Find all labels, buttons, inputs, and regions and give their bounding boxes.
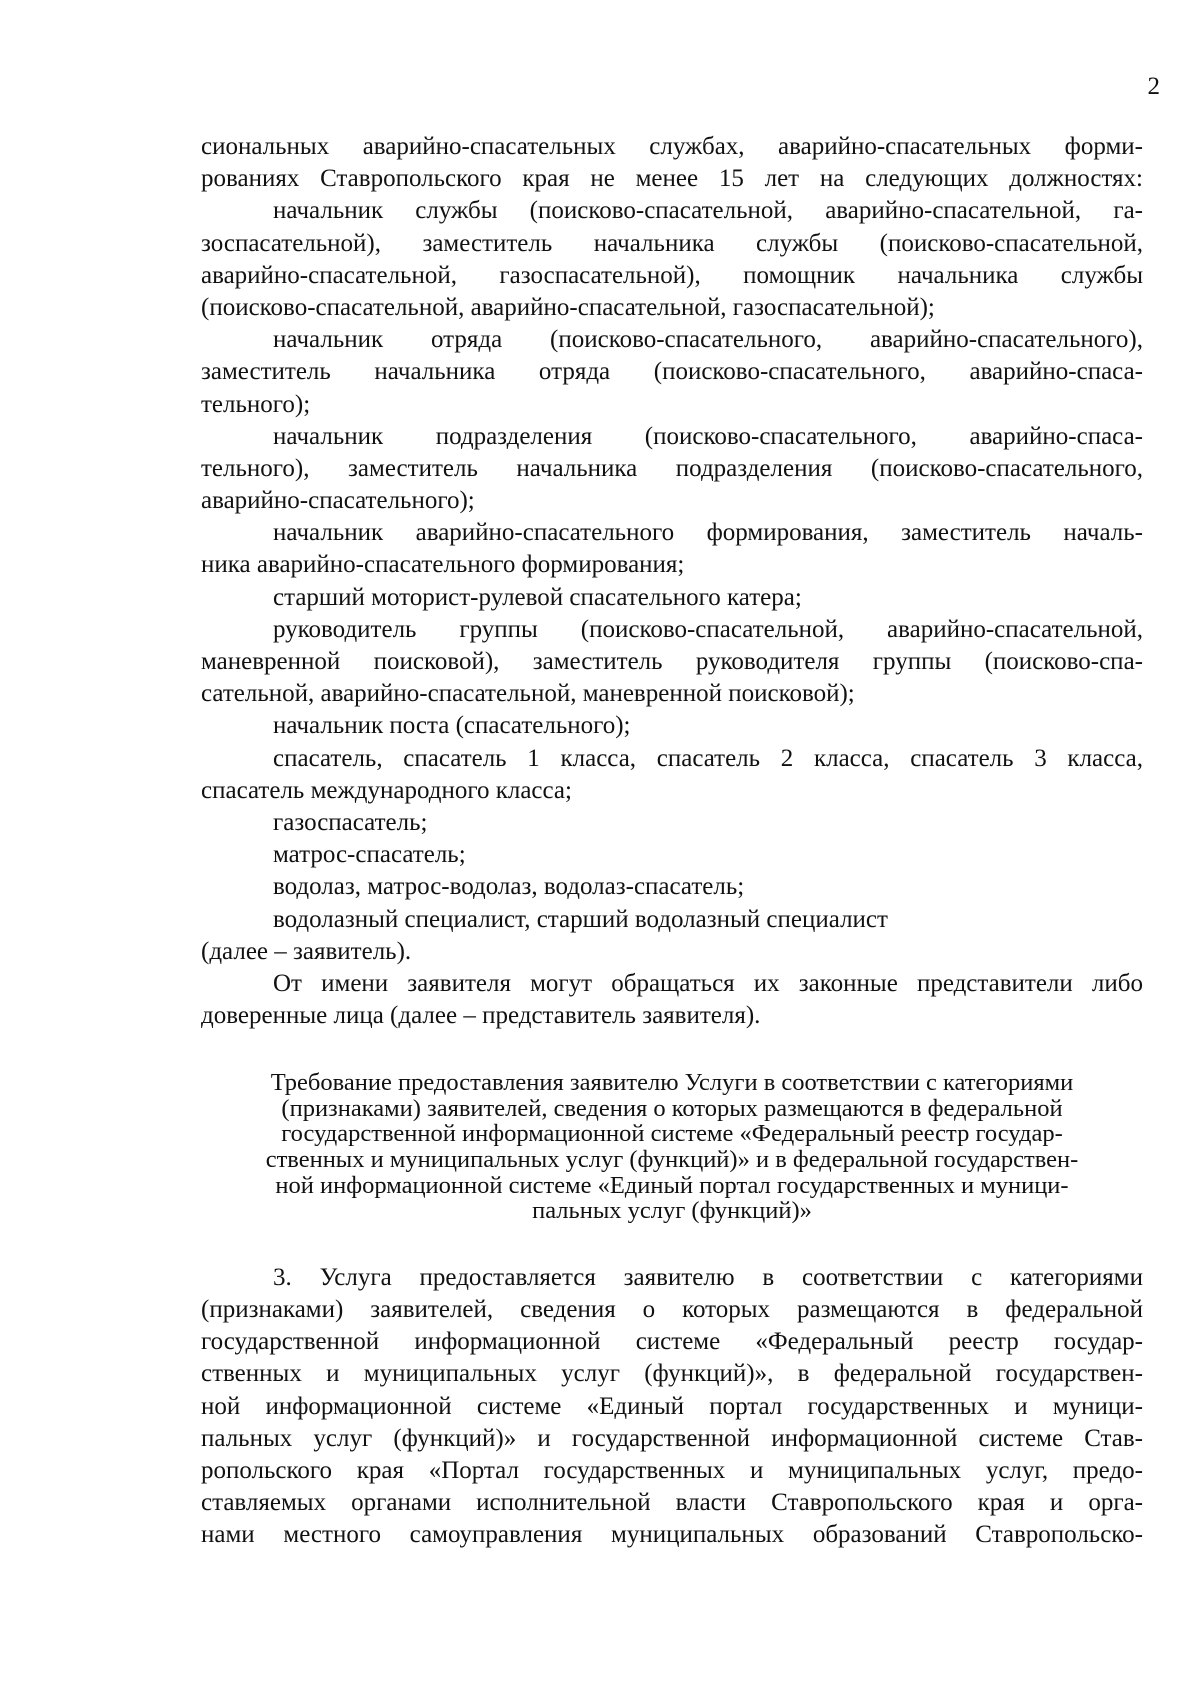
text-line: 3. Услуга предоставляется заявителю в соответствии с категориями (273, 1263, 1143, 1291)
text-line: тельного), заместитель начальника подразделения (поисково-спасательного, (201, 454, 1143, 482)
text-line: водолаз, матрос-водолаз, водолаз-спасатель; (273, 873, 745, 901)
text-line: доверенные лица (далее – представитель заявителя). (201, 1002, 761, 1030)
text-line: газоспасатель; (273, 808, 428, 836)
text-line: тельного); (201, 390, 311, 418)
text-line: ропольского края «Портал государственных и муниципальных услуг, предо- (201, 1456, 1143, 1484)
heading-line: государственной информационной системе «Федеральный реестр государ- (281, 1120, 1063, 1148)
text-line: ной информационной системе «Единый портал государственных и муници- (201, 1392, 1143, 1420)
text-line: ставляемых органами исполнительной власти Ставропольского края и орга- (201, 1489, 1143, 1517)
text-line: спасатель, спасатель 1 класса, спасатель 2 класса, спасатель 3 класса, (273, 744, 1143, 772)
clause-3 (201, 1262, 1143, 1552)
heading-line: пальных услуг (функций)» (532, 1197, 812, 1225)
text-line: маневренной поисковой), заместитель руководителя группы (поисково-спа- (201, 648, 1143, 675)
heading-line: Требование предоставления заявителю Услуги в соответствии с категориями (270, 1069, 1074, 1097)
text-line: ственных и муниципальных услуг (функций)», в федеральной государствен- (201, 1360, 1143, 1388)
text-line: матрос-спасатель; (273, 841, 466, 869)
heading-line: ственных и муниципальных услуг (функций)» и в федеральной государствен- (265, 1146, 1079, 1174)
document-body (201, 131, 1143, 1552)
text-line: начальник подразделения (поисково-спасательного, аварийно-спаса- (273, 422, 1143, 450)
text-line: начальник поста (спасательного); (273, 712, 631, 740)
text-line: начальник отряда (поисково-спасательного, аварийно-спасательного), (273, 326, 1143, 354)
text-line: спасатель международного класса; (201, 776, 572, 804)
text-line: зоспасательной), заместитель начальника службы (поисково-спасательной, (201, 229, 1143, 257)
text-line: руководитель группы (поисково-спасательной, аварийно-спасательной, (273, 615, 1143, 643)
text-line: сательной, аварийно-спасательной, маневренной поисковой); (201, 680, 855, 708)
text-line: государственной информационной системе «Федеральный реестр государ- (201, 1328, 1143, 1356)
text-line: (поисково-спасательной, аварийно-спасательной, газоспасательной); (201, 293, 935, 321)
text-line: начальник службы (поисково-спасательной, аварийно-спасательной, га- (273, 197, 1143, 225)
text-line: (далее – заявитель). (201, 937, 412, 965)
eligible-positions-list (201, 131, 1143, 1032)
text-line: сиональных аварийно-спасательных службах, аварийно-спасательных форми- (201, 133, 1143, 160)
text-line: От имени заявителя могут обращаться их законные представители либо (273, 969, 1143, 997)
text-line: аварийно-спасательной, газоспасательной), помощник начальника службы (201, 261, 1143, 289)
text-line: начальник аварийно-спасательного формирования, заместитель началь- (273, 519, 1143, 547)
heading-line: (признаками) заявителей, сведения о которых размещаются в федеральной (281, 1094, 1063, 1122)
heading-line: ной информационной системе «Единый портал государственных и муници- (275, 1171, 1069, 1199)
text-line: (признаками) заявителей, сведения о которых размещаются в федеральной (201, 1296, 1143, 1323)
section-heading (201, 1070, 1143, 1224)
text-line: пальных услуг (функций)» и государственной информационной системе Став- (201, 1424, 1143, 1452)
text-line: аварийно-спасательного); (201, 487, 475, 515)
text-line: нами местного самоуправления муниципальных образований Ставропольско- (201, 1521, 1143, 1549)
text-line: старший моторист-рулевой спасательного катера; (273, 583, 802, 611)
page-number: 2 (1147, 73, 1160, 100)
text-line: заместитель начальника отряда (поисково-спасательного, аварийно-спаса- (201, 358, 1143, 386)
text-line: ника аварийно-спасательного формирования; (201, 551, 685, 579)
text-line: рованиях Ставропольского края не менее 15 лет на следующих должностях: (201, 165, 1143, 193)
text-line: водолазный специалист, старший водолазный специалист (273, 905, 888, 933)
